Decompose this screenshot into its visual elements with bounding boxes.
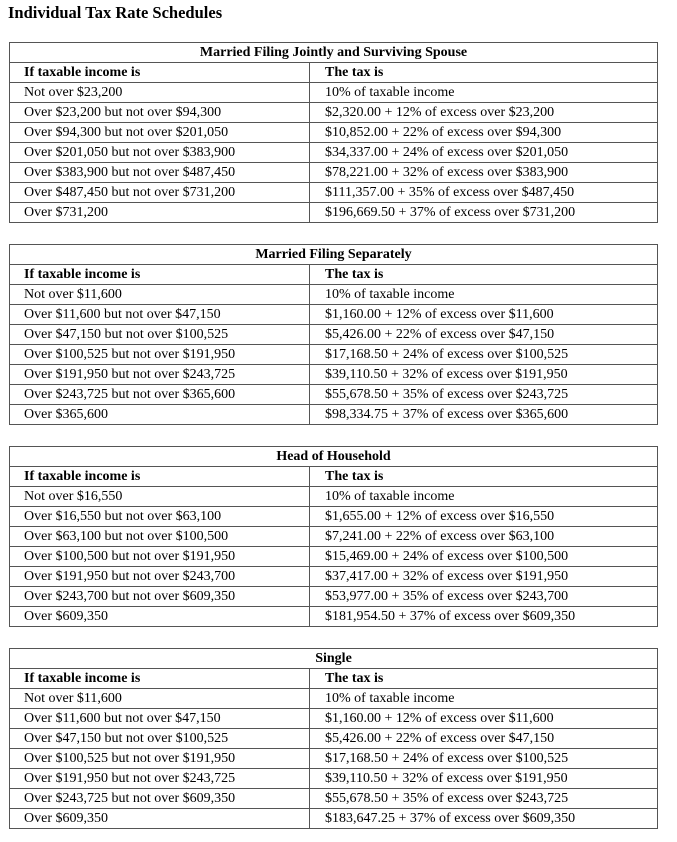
column-header-income: If taxable income is [10,63,310,83]
income-bracket-cell: Over $100,525 but not over $191,950 [10,749,310,769]
income-bracket-cell: Over $191,950 but not over $243,725 [10,769,310,789]
table-row [10,345,658,365]
income-bracket-cell: Over $191,950 but not over $243,700 [10,567,310,587]
tax-amount-cell: $39,110.50 + 32% of excess over $191,950 [310,769,658,789]
column-header-tax: The tax is [310,669,658,689]
tax-amount-cell: $15,469.00 + 24% of excess over $100,500 [310,547,658,567]
tax-amount-cell: $5,426.00 + 22% of excess over $47,150 [310,325,658,345]
income-bracket-cell: Over $243,700 but not over $609,350 [10,587,310,607]
table-row [10,729,658,749]
tax-amount-cell: 10% of taxable income [310,689,658,709]
tax-amount-cell: 10% of taxable income [310,83,658,103]
tax-amount-cell: $39,110.50 + 32% of excess over $191,950 [310,365,658,385]
table-row [10,365,658,385]
table-row [10,325,658,345]
tax-amount-cell: $111,357.00 + 35% of excess over $487,450 [310,183,658,203]
column-header-income: If taxable income is [10,467,310,487]
table-row [10,83,658,103]
column-header-tax: The tax is [310,265,658,285]
tax-schedule-table [9,244,658,425]
income-bracket-cell: Over $243,725 but not over $365,600 [10,385,310,405]
tax-schedule-table [9,446,658,627]
income-bracket-cell: Not over $11,600 [10,285,310,305]
tax-amount-cell: $17,168.50 + 24% of excess over $100,525 [310,345,658,365]
column-header-income: If taxable income is [10,265,310,285]
income-bracket-cell: Over $100,500 but not over $191,950 [10,547,310,567]
tax-amount-cell: $55,678.50 + 35% of excess over $243,725 [310,789,658,809]
table-row [10,103,658,123]
table-row [10,749,658,769]
table-row [10,285,658,305]
table-row [10,689,658,709]
tax-amount-cell: $78,221.00 + 32% of excess over $383,900 [310,163,658,183]
tax-amount-cell: $1,655.00 + 12% of excess over $16,550 [310,507,658,527]
table-row [10,709,658,729]
tax-amount-cell: $196,669.50 + 37% of excess over $731,200 [310,203,658,223]
income-bracket-cell: Not over $11,600 [10,689,310,709]
income-bracket-cell: Over $11,600 but not over $47,150 [10,305,310,325]
table-row [10,507,658,527]
income-bracket-cell: Over $731,200 [10,203,310,223]
table-row [10,527,658,547]
tax-amount-cell: $5,426.00 + 22% of excess over $47,150 [310,729,658,749]
table-row [10,143,658,163]
tax-amount-cell: $181,954.50 + 37% of excess over $609,350 [310,607,658,627]
table-row [10,123,658,143]
tax-amount-cell: $7,241.00 + 22% of excess over $63,100 [310,527,658,547]
income-bracket-cell: Over $243,725 but not over $609,350 [10,789,310,809]
income-bracket-cell: Over $383,900 but not over $487,450 [10,163,310,183]
column-header-income: If taxable income is [10,669,310,689]
tax-schedule-table [9,648,658,829]
table-row [10,487,658,507]
tax-amount-cell: $55,678.50 + 35% of excess over $243,725 [310,385,658,405]
income-bracket-cell: Over $11,600 but not over $47,150 [10,709,310,729]
income-bracket-cell: Not over $23,200 [10,83,310,103]
table-row [10,547,658,567]
table-row [10,183,658,203]
tax-amount-cell: $1,160.00 + 12% of excess over $11,600 [310,305,658,325]
income-bracket-cell: Over $609,350 [10,607,310,627]
tax-amount-cell: $2,320.00 + 12% of excess over $23,200 [310,103,658,123]
income-bracket-cell: Over $47,150 but not over $100,525 [10,325,310,345]
tax-amount-cell: $10,852.00 + 22% of excess over $94,300 [310,123,658,143]
table-row [10,567,658,587]
tax-amount-cell: $17,168.50 + 24% of excess over $100,525 [310,749,658,769]
tax-amount-cell: $37,417.00 + 32% of excess over $191,950 [310,567,658,587]
income-bracket-cell: Over $23,200 but not over $94,300 [10,103,310,123]
tax-amount-cell: $183,647.25 + 37% of excess over $609,350 [310,809,658,829]
table-row [10,809,658,829]
column-header-tax: The tax is [310,63,658,83]
tax-amount-cell: $34,337.00 + 24% of excess over $201,050 [310,143,658,163]
tax-amount-cell: $53,977.00 + 35% of excess over $243,700 [310,587,658,607]
page-title: Individual Tax Rate Schedules [8,3,223,22]
tax-amount-cell: 10% of taxable income [310,285,658,305]
schedule-title: Single [10,649,658,669]
table-row [10,607,658,627]
income-bracket-cell: Over $63,100 but not over $100,500 [10,527,310,547]
tax-amount-cell: $98,334.75 + 37% of excess over $365,600 [310,405,658,425]
income-bracket-cell: Over $16,550 but not over $63,100 [10,507,310,527]
tax-schedule-table [9,42,658,223]
income-bracket-cell: Over $365,600 [10,405,310,425]
income-bracket-cell: Over $609,350 [10,809,310,829]
schedule-title: Married Filing Separately [10,245,658,265]
table-row [10,405,658,425]
schedule-title: Married Filing Jointly and Surviving Spouse [10,43,658,63]
table-row [10,789,658,809]
tax-amount-cell: $1,160.00 + 12% of excess over $11,600 [310,709,658,729]
income-bracket-cell: Over $47,150 but not over $100,525 [10,729,310,749]
income-bracket-cell: Over $94,300 but not over $201,050 [10,123,310,143]
table-row [10,163,658,183]
income-bracket-cell: Over $487,450 but not over $731,200 [10,183,310,203]
income-bracket-cell: Over $100,525 but not over $191,950 [10,345,310,365]
table-row [10,769,658,789]
table-row [10,305,658,325]
income-bracket-cell: Not over $16,550 [10,487,310,507]
table-row [10,203,658,223]
column-header-tax: The tax is [310,467,658,487]
table-row [10,385,658,405]
tax-amount-cell: 10% of taxable income [310,487,658,507]
table-row [10,587,658,607]
income-bracket-cell: Over $201,050 but not over $383,900 [10,143,310,163]
schedule-title: Head of Household [10,447,658,467]
income-bracket-cell: Over $191,950 but not over $243,725 [10,365,310,385]
